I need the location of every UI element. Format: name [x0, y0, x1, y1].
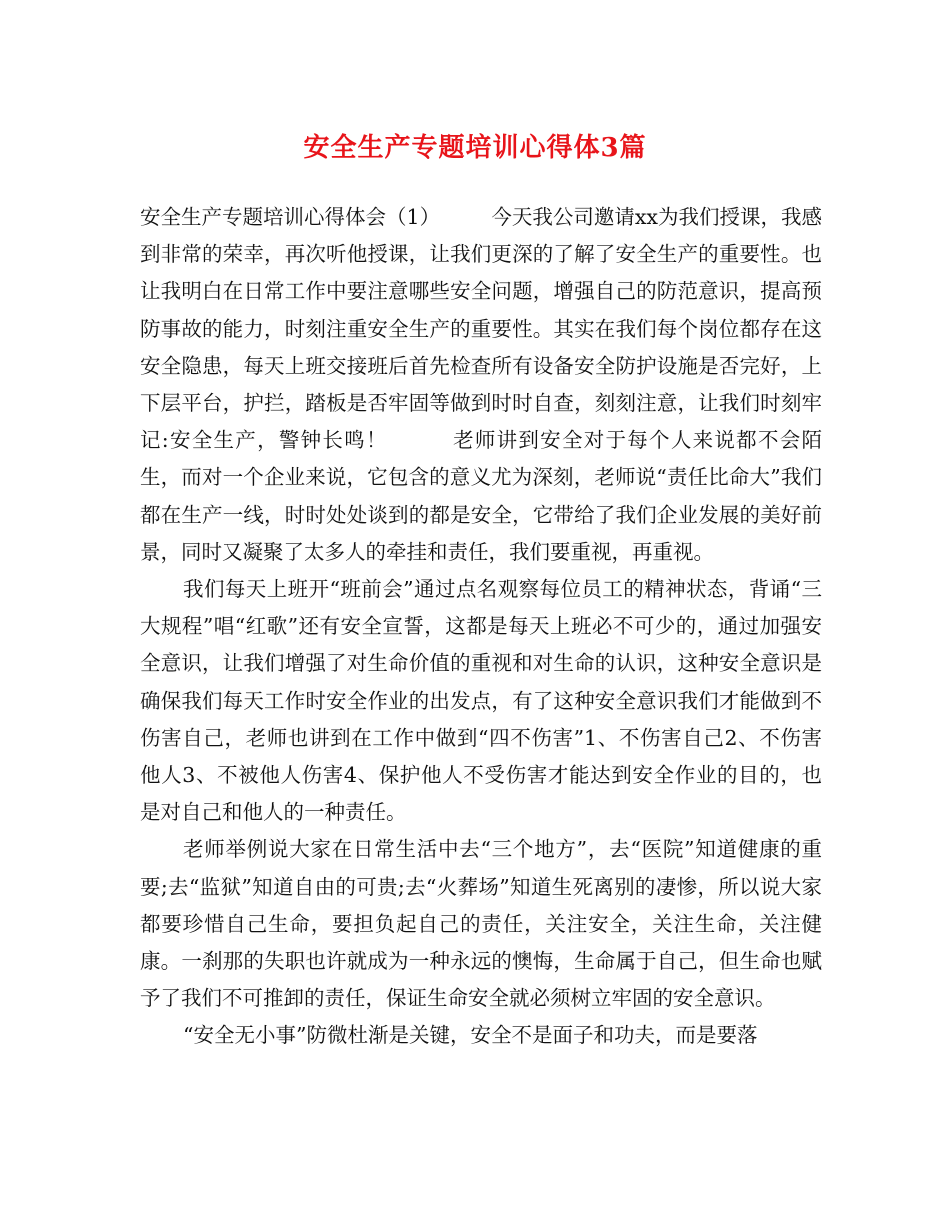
paragraph-3: 老师举例说大家在日常生活中去“三个地方”，去“医院”知道健康的重要;去“监狱”知道自由的可贵;去“火葬场”知道生死离别的凄惨，所以说大家都要珍惜自己生命，要担负起自己的责任，关注安全，关注生命，关注健康。一刹那的失职也许就成为一种永远的懊悔，生命属于自己，但生命也赋予了我们不可推卸的责任，保证生命安全就必须树立牢固的安全意识。 — [140, 837, 822, 1011]
document-body — [140, 199, 822, 1055]
document-title: 安全生产专题培训心得体3篇 — [303, 133, 647, 163]
paragraph-1: 安全生产专题培训心得体会（1） 今天我公司邀请xx为我们授课，我感到非常的荣幸，再次听他授课，让我们更深的了解了安全生产的重要性。也让我明白在日常工作中要注意哪些安全问题，增强自己的防范意识，提高预防事故的能力，时刻注重安全生产的重要性。其实在我们每个岗位都存在这安全隐患，每天上班交接班后首先检查所有设备安全防护设施是否完好，上下层平台，护拦，踏板是否牢固等做到时时自查，刻刻注意，让我们时刻牢记:安全生产，警钟长鸣！ 老师讲到安全对于每个人来说都不会陌生，而对一个企业来说，它包含的意义尤为深刻，老师说“责任比命大”我们都在生产一线，时时处处谈到的都是安全，它带给了我们企业发展的美好前景，同时又凝聚了太多人的牵挂和责任，我们要重视，再重视。 — [140, 205, 822, 564]
paragraph-2: 我们每天上班开“班前会”通过点名观察每位员工的精神状态，背诵“三大规程”唱“红歌”还有安全宣誓，这都是每天上班必不可少的，通过加强安全意识，让我们增强了对生命价值的重视和对生命的认识，这种安全意识是确保我们每天工作时安全作业的出发点，有了这种安全意识我们才能做到不伤害自己，老师也讲到在工作中做到“四不伤害”1、不伤害自己2、不伤害他人3、不被他人伤害4、保护他人不受伤害才能达到安全作业的目的，也是对自己和他人的一种责任。 — [140, 577, 822, 825]
paragraph-4: “安全无小事”防微杜渐是关键，安全不是面子和功夫，而是要落 — [183, 1023, 758, 1048]
